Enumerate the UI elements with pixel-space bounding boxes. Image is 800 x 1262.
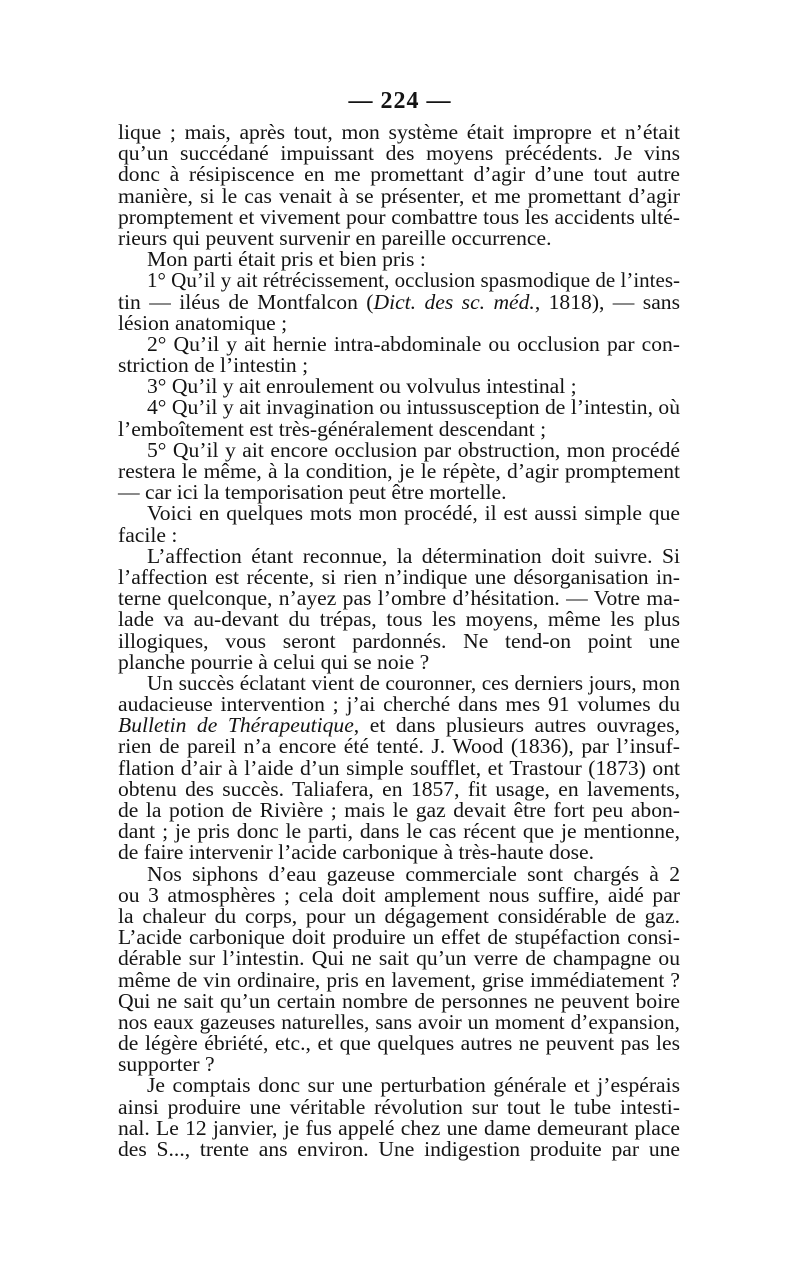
- text-line: rieurs qui peuvent survenir en pareille occurrence.: [118, 225, 552, 250]
- text-line: facile :: [118, 522, 178, 547]
- text-line: supporter ?: [118, 1052, 215, 1077]
- text-line: Mon parti était pris et bien pris :: [147, 247, 426, 272]
- text-line: rien de pareil n’a encore été tenté. J. Wood (1836), par l’insuf-: [118, 734, 680, 759]
- text-line: planche pourrie à celui qui se noie ?: [118, 649, 430, 674]
- text-line: restera le même, à la condition, je le répète, d’agir promptement: [118, 459, 680, 483]
- text-line: des S..., trente ans environ. Une indigestion produite par une: [118, 1137, 680, 1161]
- text-line: Qui ne sait qu’un certain nombre de personnes ne peuvent boire: [118, 988, 680, 1013]
- text-line: 1° Qu’il y ait rétrécissement, occlusion spasmodique de l’intes-: [147, 268, 680, 293]
- text-line: striction de l’intestin ;: [118, 353, 309, 378]
- text-line: obtenu des succès. Taliafera, en 1857, fit usage, en lavements,: [118, 776, 680, 801]
- text-line: nos eaux gazeuses naturelles, sans avoir un moment d’expansion,: [118, 1009, 680, 1034]
- text-line: terne quelconque, n’ayez pas l’ombre d’hésitation. — Votre ma-: [118, 586, 680, 611]
- text-line: 2° Qu’il y ait hernie intra-abdominale ou occlusion par con-: [147, 331, 680, 356]
- text-line: dant ; je pris donc le parti, dans le cas récent que je mentionne,: [118, 819, 680, 844]
- text-line: 5° Qu’il y ait encore occlusion par obstruction, mon procédé: [147, 437, 680, 462]
- page-number: — 224 —: [348, 88, 452, 114]
- text-line: Je comptais donc sur une perturbation générale et j’espérais: [147, 1073, 680, 1098]
- text-line: Voici en quelques mots mon procédé, il est aussi simple que: [147, 501, 680, 526]
- text-line: dérable sur l’intestin. Qui ne sait qu’un verre de champagne ou: [118, 946, 680, 971]
- text-line: l’emboîtement est très-généralement descendant ;: [118, 416, 547, 441]
- text-line: de faire intervenir l’acide carbonique à très-haute dose.: [118, 840, 595, 865]
- text-line: qu’un succédané impuissant des moyens précédents. Je vins: [118, 141, 680, 166]
- text-line: ainsi produire une véritable révolution sur tout le tube intesti-: [118, 1094, 680, 1119]
- italic-title: Dict. des sc. méd.: [373, 289, 535, 314]
- text-line: lique ; mais, après tout, mon système était impropre et n’était: [118, 120, 680, 144]
- text-line: l’affection est récente, si rien n’indique une désorganisation in-: [118, 564, 680, 589]
- text-line: ou 3 atmosphères ; cela doit amplement nous suffire, aidé par: [118, 882, 680, 907]
- text-line: Bulletin de Thérapeutique, et dans plusieurs autres ouvrages,: [118, 713, 680, 738]
- text-line: tin — iléus de Montfalcon (Dict. des sc. méd., 1818), — sans: [118, 289, 680, 314]
- text-line: donc à résipiscence en me promettant d’agir d’une tout autre: [118, 162, 680, 187]
- italic-title: Bulletin de Thérapeutique: [118, 713, 354, 738]
- text-line: flation d’air à l’aide d’un simple soufflet, et Trastour (1873) ont: [118, 755, 680, 780]
- text-line: manière, si le cas venait à se présenter, et me promettant d’agir: [118, 183, 680, 208]
- text-line: lésion anatomique ;: [118, 310, 288, 335]
- text-line: nal. Le 12 janvier, je fus appelé chez une dame demeurant place: [118, 1115, 680, 1140]
- text-line: L’acide carbonique doit produire un effet de stupéfaction consi-: [118, 925, 680, 950]
- text-line: promptement et vivement pour combattre tous les accidents ulté-: [118, 204, 680, 229]
- body-text: [118, 122, 680, 1160]
- text-line: L’affection étant reconnue, la détermination doit suivre. Si: [147, 543, 680, 568]
- text-line: illogiques, vous seront pardonnés. Ne tend-on point une: [118, 628, 680, 653]
- text-line: de légère ébriété, etc., et que quelques autres ne peuvent pas les: [118, 1031, 680, 1056]
- text-line: audacieuse intervention ; j’ai cherché dans mes 91 volumes du: [118, 692, 680, 717]
- text-line: Nos siphons d’eau gazeuse commerciale sont chargés à 2: [147, 861, 680, 886]
- text-line: la chaleur du corps, pour un dégagement considérable de gaz.: [118, 903, 680, 928]
- text-line: 4° Qu’il y ait invagination ou intussusception de l’intestin, où: [147, 395, 680, 420]
- text-line: Un succès éclatant vient de couronner, ces derniers jours, mon: [147, 670, 680, 695]
- text-line: — car ici la temporisation peut être mortelle.: [118, 480, 507, 505]
- text-line: lade va au-devant du trépas, tous les moyens, même les plus: [118, 607, 680, 632]
- text-line: 3° Qu’il y ait enroulement ou volvulus intestinal ;: [147, 374, 577, 399]
- text-line: même de vin ordinaire, pris en lavement, grise immédiatement ?: [118, 967, 680, 992]
- text-line: de la potion de Rivière ; mais le gaz devait être fort peu abon-: [118, 798, 680, 822]
